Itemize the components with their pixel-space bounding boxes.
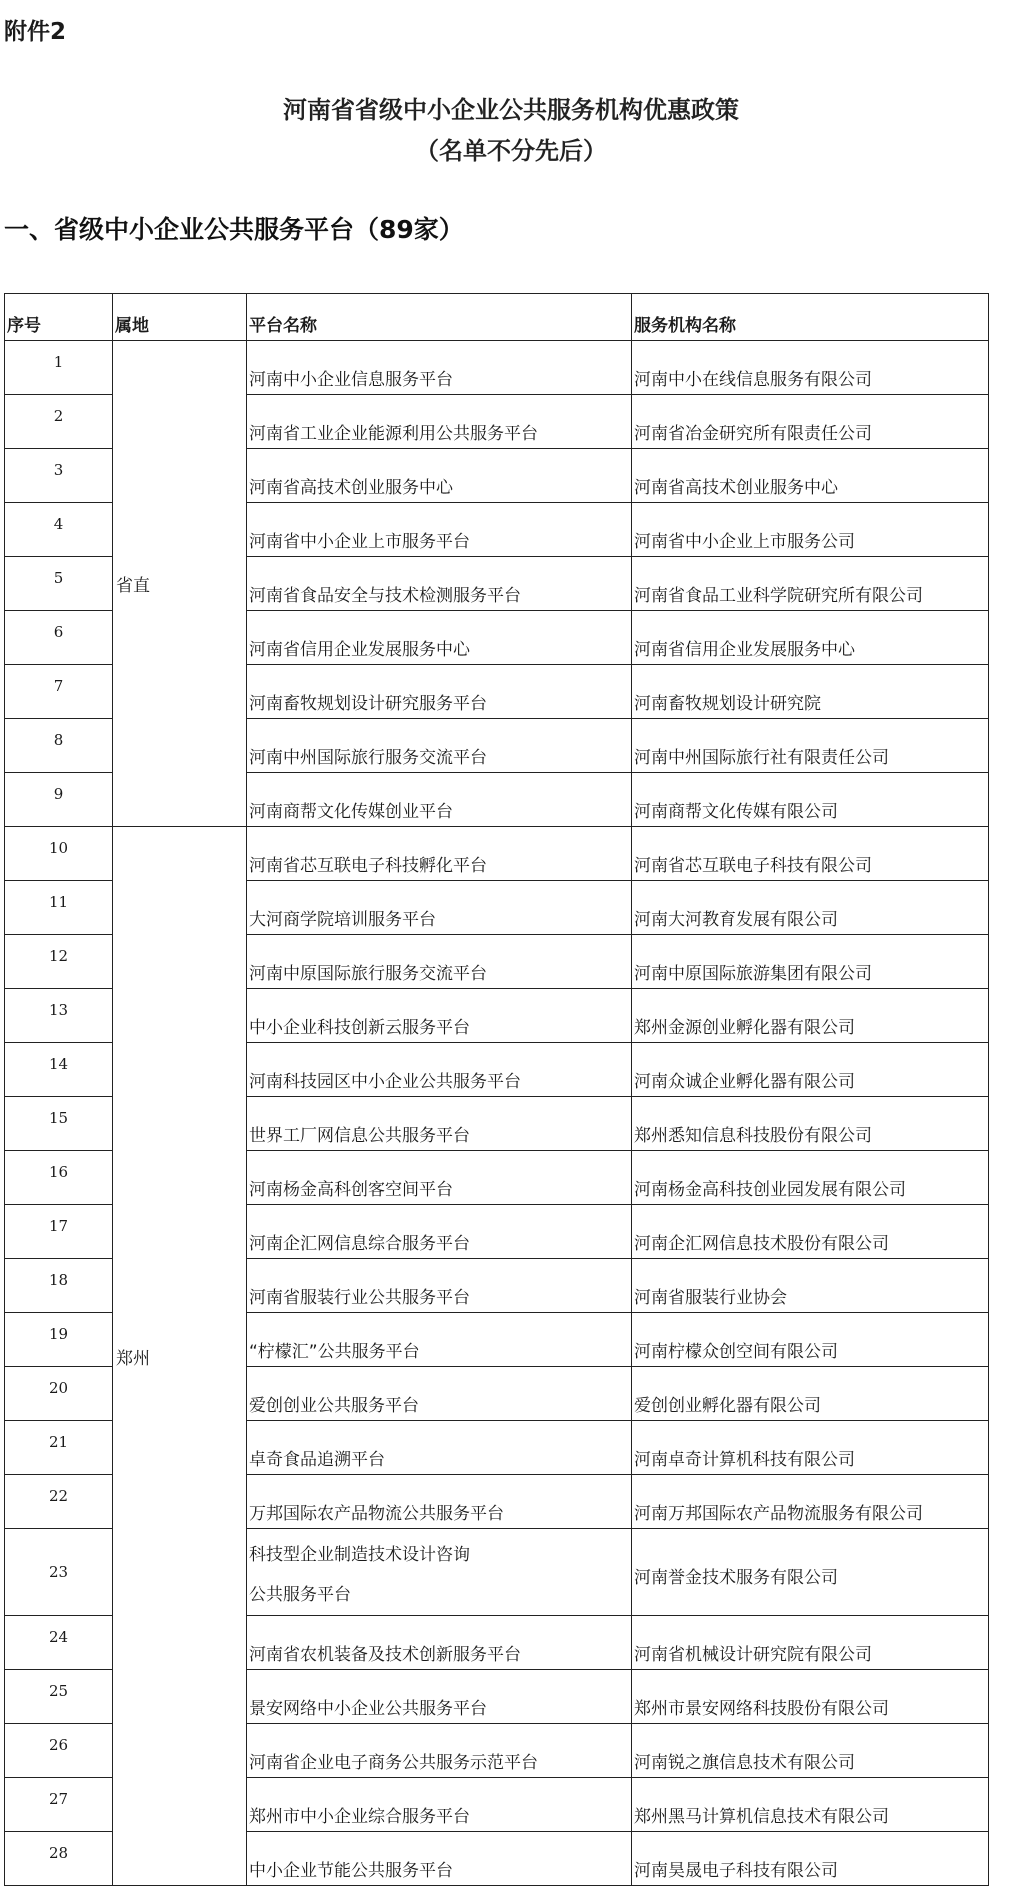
platform-name: 万邦国际农产品物流公共服务平台	[247, 1475, 632, 1529]
row-num: 10	[5, 827, 113, 881]
platform-name: “柠檬汇”公共服务平台	[247, 1313, 632, 1367]
platform-name: 河南省工业企业能源利用公共服务平台	[247, 395, 632, 449]
platform-name: 卓奇食品追溯平台	[247, 1421, 632, 1475]
location-cell-zhengzhou: 郑州	[113, 827, 247, 1886]
platform-name: 河南中小企业信息服务平台	[247, 341, 632, 395]
platform-name: 河南中州国际旅行服务交流平台	[247, 719, 632, 773]
platform-name: 河南省中小企业上市服务平台	[247, 503, 632, 557]
row-num: 6	[5, 611, 113, 665]
platform-name: 爱创创业公共服务平台	[247, 1367, 632, 1421]
org-name: 河南柠檬众创空间有限公司	[632, 1313, 989, 1367]
platform-name: 河南省农机装备及技术创新服务平台	[247, 1616, 632, 1670]
platform-name: 河南省高技术创业服务中心	[247, 449, 632, 503]
platform-name: 河南省服装行业公共服务平台	[247, 1259, 632, 1313]
row-num: 24	[5, 1616, 113, 1670]
org-name: 河南畜牧规划设计研究院	[632, 665, 989, 719]
platform-name: 大河商学院培训服务平台	[247, 881, 632, 935]
row-num: 8	[5, 719, 113, 773]
row-num: 15	[5, 1097, 113, 1151]
row-num: 19	[5, 1313, 113, 1367]
org-name: 河南众诚企业孵化器有限公司	[632, 1043, 989, 1097]
row-num: 23	[5, 1529, 113, 1616]
header-num: 序号	[5, 294, 113, 341]
row-num: 25	[5, 1670, 113, 1724]
platform-name: 中小企业科技创新云服务平台	[247, 989, 632, 1043]
org-name: 郑州悉知信息科技股份有限公司	[632, 1097, 989, 1151]
row-num: 1	[5, 341, 113, 395]
org-name: 河南杨金高科技创业园发展有限公司	[632, 1151, 989, 1205]
row-num: 18	[5, 1259, 113, 1313]
platform-name: 河南省食品安全与技术检测服务平台	[247, 557, 632, 611]
header-platform: 平台名称	[247, 294, 632, 341]
table-header-row	[5, 294, 989, 341]
document-title: 河南省省级中小企业公共服务机构优惠政策	[283, 96, 739, 124]
org-name: 郑州市景安网络科技股份有限公司	[632, 1670, 989, 1724]
org-name: 河南省冶金研究所有限责任公司	[632, 395, 989, 449]
org-name: 河南省中小企业上市服务公司	[632, 503, 989, 557]
table-row	[5, 341, 989, 395]
row-num: 13	[5, 989, 113, 1043]
section-heading: 一、省级中小企业公共服务平台（89家）	[4, 215, 464, 244]
platform-name: 河南畜牧规划设计研究服务平台	[247, 665, 632, 719]
row-num: 11	[5, 881, 113, 935]
service-platform-table	[4, 293, 989, 1886]
document-subtitle: （名单不分先后）	[415, 137, 607, 165]
platform-name	[247, 1529, 632, 1616]
row-num: 4	[5, 503, 113, 557]
platform-name: 河南省芯互联电子科技孵化平台	[247, 827, 632, 881]
org-name: 河南省高技术创业服务中心	[632, 449, 989, 503]
platform-name-line1: 科技型企业制造技术设计咨询	[249, 1545, 470, 1565]
row-num: 28	[5, 1832, 113, 1886]
org-name: 河南省服装行业协会	[632, 1259, 989, 1313]
platform-name-line2: 公共服务平台	[249, 1585, 351, 1605]
platform-name: 景安网络中小企业公共服务平台	[247, 1670, 632, 1724]
org-name: 河南昊晟电子科技有限公司	[632, 1832, 989, 1886]
row-num: 2	[5, 395, 113, 449]
header-org: 服务机构名称	[632, 294, 989, 341]
row-num: 9	[5, 773, 113, 827]
org-name: 河南省芯互联电子科技有限公司	[632, 827, 989, 881]
row-num: 12	[5, 935, 113, 989]
platform-name: 河南企汇网信息综合服务平台	[247, 1205, 632, 1259]
org-name: 河南省信用企业发展服务中心	[632, 611, 989, 665]
row-num: 7	[5, 665, 113, 719]
org-name: 河南省食品工业科学院研究所有限公司	[632, 557, 989, 611]
row-num: 22	[5, 1475, 113, 1529]
org-name: 河南中小在线信息服务有限公司	[632, 341, 989, 395]
platform-name: 郑州市中小企业综合服务平台	[247, 1778, 632, 1832]
attachment-label: 附件2	[4, 19, 67, 45]
org-name: 郑州黑马计算机信息技术有限公司	[632, 1778, 989, 1832]
platform-name: 中小企业节能公共服务平台	[247, 1832, 632, 1886]
table-row	[5, 827, 989, 881]
row-num: 17	[5, 1205, 113, 1259]
platform-name: 河南商帮文化传媒创业平台	[247, 773, 632, 827]
org-name: 河南万邦国际农产品物流服务有限公司	[632, 1475, 989, 1529]
row-num: 14	[5, 1043, 113, 1097]
platform-name: 河南省信用企业发展服务中心	[247, 611, 632, 665]
location-cell-shengzhi: 省直	[113, 341, 247, 827]
row-num: 21	[5, 1421, 113, 1475]
platform-name: 河南中原国际旅行服务交流平台	[247, 935, 632, 989]
platform-name: 河南科技园区中小企业公共服务平台	[247, 1043, 632, 1097]
org-name: 河南誉金技术服务有限公司	[632, 1529, 989, 1616]
row-num: 3	[5, 449, 113, 503]
org-name: 河南大河教育发展有限公司	[632, 881, 989, 935]
org-name: 河南卓奇计算机科技有限公司	[632, 1421, 989, 1475]
org-name: 郑州金源创业孵化器有限公司	[632, 989, 989, 1043]
platform-name: 世界工厂网信息公共服务平台	[247, 1097, 632, 1151]
org-name: 河南中州国际旅行社有限责任公司	[632, 719, 989, 773]
row-num: 27	[5, 1778, 113, 1832]
platform-name: 河南杨金高科创客空间平台	[247, 1151, 632, 1205]
row-num: 20	[5, 1367, 113, 1421]
org-name: 爱创创业孵化器有限公司	[632, 1367, 989, 1421]
org-name: 河南商帮文化传媒有限公司	[632, 773, 989, 827]
row-num: 26	[5, 1724, 113, 1778]
org-name: 河南省机械设计研究院有限公司	[632, 1616, 989, 1670]
header-location: 属地	[113, 294, 247, 341]
row-num: 5	[5, 557, 113, 611]
row-num: 16	[5, 1151, 113, 1205]
platform-name: 河南省企业电子商务公共服务示范平台	[247, 1724, 632, 1778]
org-name: 河南锐之旗信息技术有限公司	[632, 1724, 989, 1778]
org-name: 河南企汇网信息技术股份有限公司	[632, 1205, 989, 1259]
org-name: 河南中原国际旅游集团有限公司	[632, 935, 989, 989]
